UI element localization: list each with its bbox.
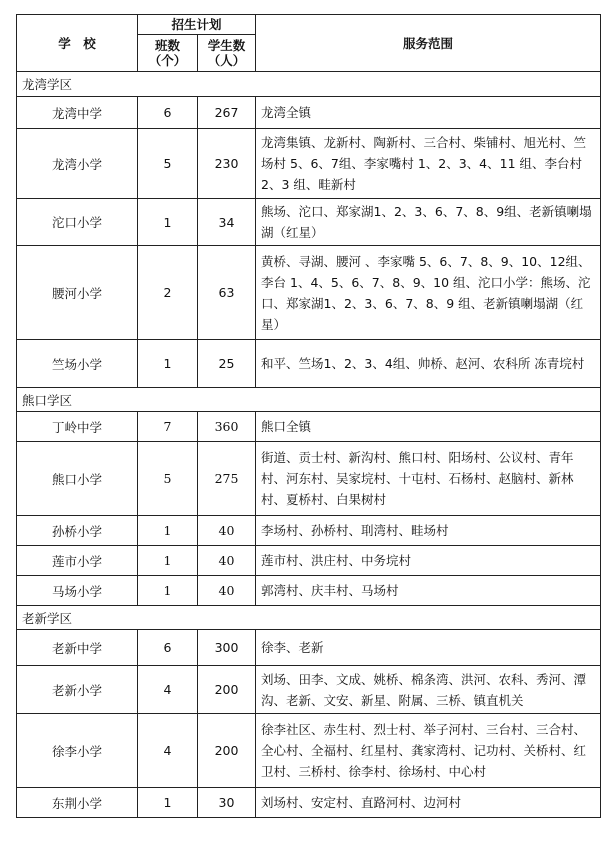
table-row bbox=[17, 129, 601, 199]
district-row bbox=[17, 72, 601, 97]
table-row bbox=[17, 666, 601, 714]
school-name: 竺场小学 bbox=[17, 340, 138, 388]
school-name: 龙湾小学 bbox=[17, 129, 138, 199]
table-row bbox=[17, 340, 601, 388]
header-students-unit: （人） bbox=[207, 53, 246, 68]
class-count: 1 bbox=[138, 788, 198, 818]
school-name: 丁岭中学 bbox=[17, 412, 138, 442]
district-name: 龙湾学区 bbox=[17, 72, 601, 97]
table-row bbox=[17, 576, 601, 606]
student-count: 40 bbox=[198, 546, 256, 576]
header-students-label: 学生数 bbox=[207, 38, 246, 53]
enrollment-table bbox=[16, 14, 601, 818]
header-row-1 bbox=[17, 15, 601, 35]
student-count: 30 bbox=[198, 788, 256, 818]
district-row bbox=[17, 388, 601, 412]
table-row bbox=[17, 516, 601, 546]
class-count: 6 bbox=[138, 97, 198, 129]
service-scope: 龙湾集镇、龙新村、陶新村、三合村、柴铺村、旭光村、竺场村 5、6、7组、李家嘴村 1、2、3、4、11 组、李台村 2、3 组、畦新村 bbox=[256, 129, 601, 199]
class-count: 1 bbox=[138, 516, 198, 546]
class-count: 4 bbox=[138, 714, 198, 788]
table-row bbox=[17, 630, 601, 666]
class-count: 1 bbox=[138, 340, 198, 388]
school-name: 老新小学 bbox=[17, 666, 138, 714]
header-students bbox=[198, 35, 256, 72]
class-count: 7 bbox=[138, 412, 198, 442]
service-scope: 熊场、沱口、郑家湖1、2、3、6、7、8、9组、老新镇喇塌湖（红星） bbox=[256, 199, 601, 246]
student-count: 200 bbox=[198, 666, 256, 714]
header-plan: 招生计划 bbox=[138, 15, 256, 35]
service-scope: 郭湾村、庆丰村、马场村 bbox=[256, 576, 601, 606]
school-name: 腰河小学 bbox=[17, 246, 138, 340]
district-name: 熊口学区 bbox=[17, 388, 601, 412]
header-classes-unit: （个） bbox=[148, 53, 187, 68]
table-row bbox=[17, 199, 601, 246]
district-row bbox=[17, 606, 601, 630]
class-count: 6 bbox=[138, 630, 198, 666]
service-scope: 街道、贡士村、新沟村、熊口村、阳场村、公议村、青年村、河东村、吴家垸村、十屯村、石杨村、赵脑村、新林村、夏桥村、白果树村 bbox=[256, 442, 601, 516]
service-scope: 莲市村、洪庄村、中务垸村 bbox=[256, 546, 601, 576]
service-scope: 和平、竺场1、2、3、4组、帅桥、赵河、农科所 冻青垸村 bbox=[256, 340, 601, 388]
header-school: 学 校 bbox=[17, 15, 138, 72]
school-name: 莲市小学 bbox=[17, 546, 138, 576]
student-count: 360 bbox=[198, 412, 256, 442]
school-name: 沱口小学 bbox=[17, 199, 138, 246]
table-row bbox=[17, 546, 601, 576]
student-count: 300 bbox=[198, 630, 256, 666]
service-scope: 刘场村、安定村、直路河村、边河村 bbox=[256, 788, 601, 818]
table-row bbox=[17, 412, 601, 442]
school-name: 孙桥小学 bbox=[17, 516, 138, 546]
class-count: 1 bbox=[138, 546, 198, 576]
school-name: 龙湾中学 bbox=[17, 97, 138, 129]
student-count: 267 bbox=[198, 97, 256, 129]
school-name: 熊口小学 bbox=[17, 442, 138, 516]
student-count: 63 bbox=[198, 246, 256, 340]
school-name: 老新中学 bbox=[17, 630, 138, 666]
class-count: 2 bbox=[138, 246, 198, 340]
service-scope: 龙湾全镇 bbox=[256, 97, 601, 129]
table-row bbox=[17, 714, 601, 788]
service-scope: 徐李社区、赤生村、烈士村、举子河村、三台村、三合村、全心村、全福村、红星村、龚家湾村、记功村、关桥村、红卫村、三桥村、徐李村、徐场村、中心村 bbox=[256, 714, 601, 788]
service-scope: 熊口全镇 bbox=[256, 412, 601, 442]
district-name: 老新学区 bbox=[17, 606, 601, 630]
student-count: 230 bbox=[198, 129, 256, 199]
student-count: 34 bbox=[198, 199, 256, 246]
school-name: 东荆小学 bbox=[17, 788, 138, 818]
class-count: 1 bbox=[138, 199, 198, 246]
header-classes-label: 班数 bbox=[154, 38, 180, 53]
service-scope: 黄桥、寻湖、腰河 、李家嘴 5、6、7、8、9、10、12组、李台 1、4、5、6、7、8、9、10 组、沱口小学：熊场、沱口、郑家湖1、2、3、6、7、8、9 组、老新镇喇塌湖（红星） bbox=[256, 246, 601, 340]
school-name: 马场小学 bbox=[17, 576, 138, 606]
class-count: 5 bbox=[138, 129, 198, 199]
service-scope: 刘场、田李、文成、姚桥、棉条湾、洪河、农科、秀河、潭沟、老新、文安、新星、附属、三桥、镇直机关 bbox=[256, 666, 601, 714]
header-scope: 服务范围 bbox=[256, 15, 601, 72]
table-row bbox=[17, 246, 601, 340]
service-scope: 徐李、老新 bbox=[256, 630, 601, 666]
student-count: 200 bbox=[198, 714, 256, 788]
header-classes bbox=[138, 35, 198, 72]
class-count: 1 bbox=[138, 576, 198, 606]
table-row bbox=[17, 442, 601, 516]
student-count: 40 bbox=[198, 576, 256, 606]
student-count: 25 bbox=[198, 340, 256, 388]
class-count: 5 bbox=[138, 442, 198, 516]
student-count: 40 bbox=[198, 516, 256, 546]
table-row bbox=[17, 788, 601, 818]
class-count: 4 bbox=[138, 666, 198, 714]
service-scope: 李场村、孙桥村、刵湾村、畦场村 bbox=[256, 516, 601, 546]
school-name: 徐李小学 bbox=[17, 714, 138, 788]
table-row bbox=[17, 97, 601, 129]
student-count: 275 bbox=[198, 442, 256, 516]
